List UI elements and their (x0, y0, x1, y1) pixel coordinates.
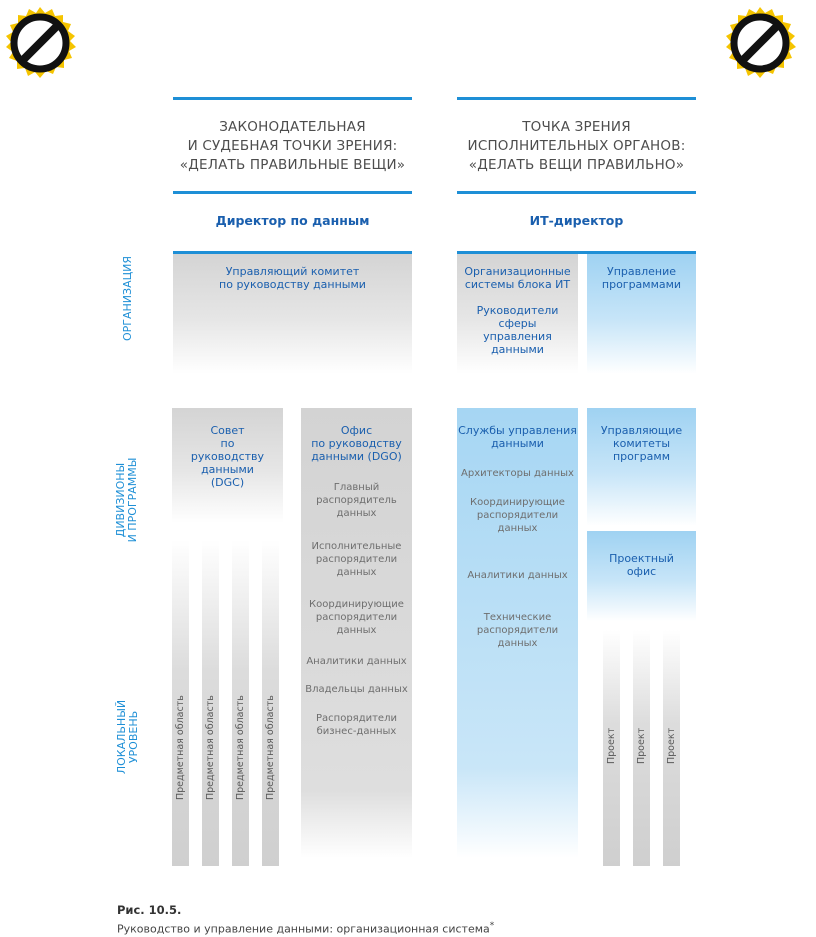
dgo-item-business-stewards: Распорядители бизнес-данных (316, 713, 397, 737)
program-management-label: Управление программами (601, 265, 682, 291)
role-cio: ИТ-директор (529, 213, 624, 228)
figure-number: Рис. 10.5. (117, 903, 182, 917)
level-local: ЛОКАЛЬНЫЙ УРОВЕНЬ (115, 699, 140, 775)
program-committees-label: Управляющие комитеты программ (600, 424, 683, 463)
it-org-systems-label: Организационные системы блока ИТ (464, 265, 571, 291)
dm-item-coordinating-stewards: Координирующие распорядители данных (470, 497, 565, 534)
role-cdo: Директор по данным (215, 213, 370, 228)
project-label: Проект (636, 727, 647, 764)
dm-item-technical-stewards: Технические распорядители данных (476, 612, 559, 649)
header-rule-right-top (457, 97, 696, 100)
dm-item-architects: Архитекторы данных (461, 468, 574, 479)
dgo-item-chief-steward: Главный распорядитель данных (316, 482, 397, 519)
steering-committee-label: Управляющий комитет по руководству данными (219, 265, 366, 291)
dm-services-title: Службы управления данными (458, 424, 577, 450)
header-rule-right-bottom (457, 191, 696, 194)
subject-area-label: Предметная область (235, 695, 246, 800)
project-label: Проект (666, 727, 677, 764)
dgo-title: Офис по руководству данными (DGO) (311, 424, 402, 463)
header-rule-left-bottom (173, 191, 412, 194)
header-rule-left-top (173, 97, 412, 100)
subject-area-label: Предметная область (205, 695, 216, 800)
project-office-label: Проектный офис (609, 552, 674, 578)
heading-legislative: ЗАКОНОДАТЕЛЬНАЯ И СУДЕБНАЯ ТОЧКИ ЗРЕНИЯ: «ДЕЛАТЬ ПРАВИЛЬНЫЕ ВЕЩИ» (179, 119, 406, 173)
dgo-item-data-owners: Владельцы данных (305, 684, 408, 695)
heading-executive: ТОЧКА ЗРЕНИЯ ИСПОЛНИТЕЛЬНЫХ ОРГАНОВ: «ДЕЛАТЬ ВЕЩИ ПРАВИЛЬНО» (467, 119, 686, 173)
no-entry-stamp-icon (722, 6, 798, 82)
subject-area-label: Предметная область (265, 695, 276, 800)
subject-area-label: Предметная область (175, 695, 186, 800)
figure-caption (117, 921, 494, 936)
footnote-mark: * (489, 921, 495, 931)
data-mgmt-leaders-label: Руководители сферы управления данными (476, 304, 559, 356)
dgo-item-coordinating-stewards: Координирующие распорядители данных (309, 599, 404, 636)
figure-caption-text: Руководство и управление данными: организационная система (117, 922, 490, 936)
dgo-item-data-analysts: Аналитики данных (306, 656, 407, 667)
level-organization: ОРГАНИЗАЦИЯ (121, 255, 134, 341)
dgo-item-executive-stewards: Исполнительные распорядители данных (311, 541, 402, 578)
dgc-label: Совет по руководству данными (DGC) (190, 424, 265, 489)
no-entry-stamp-icon (2, 6, 78, 82)
project-label: Проект (606, 727, 617, 764)
level-divisions: ДИВИЗИОНЫ И ПРОГРАММЫ (114, 457, 139, 543)
dm-item-analysts: Аналитики данных (467, 570, 568, 581)
